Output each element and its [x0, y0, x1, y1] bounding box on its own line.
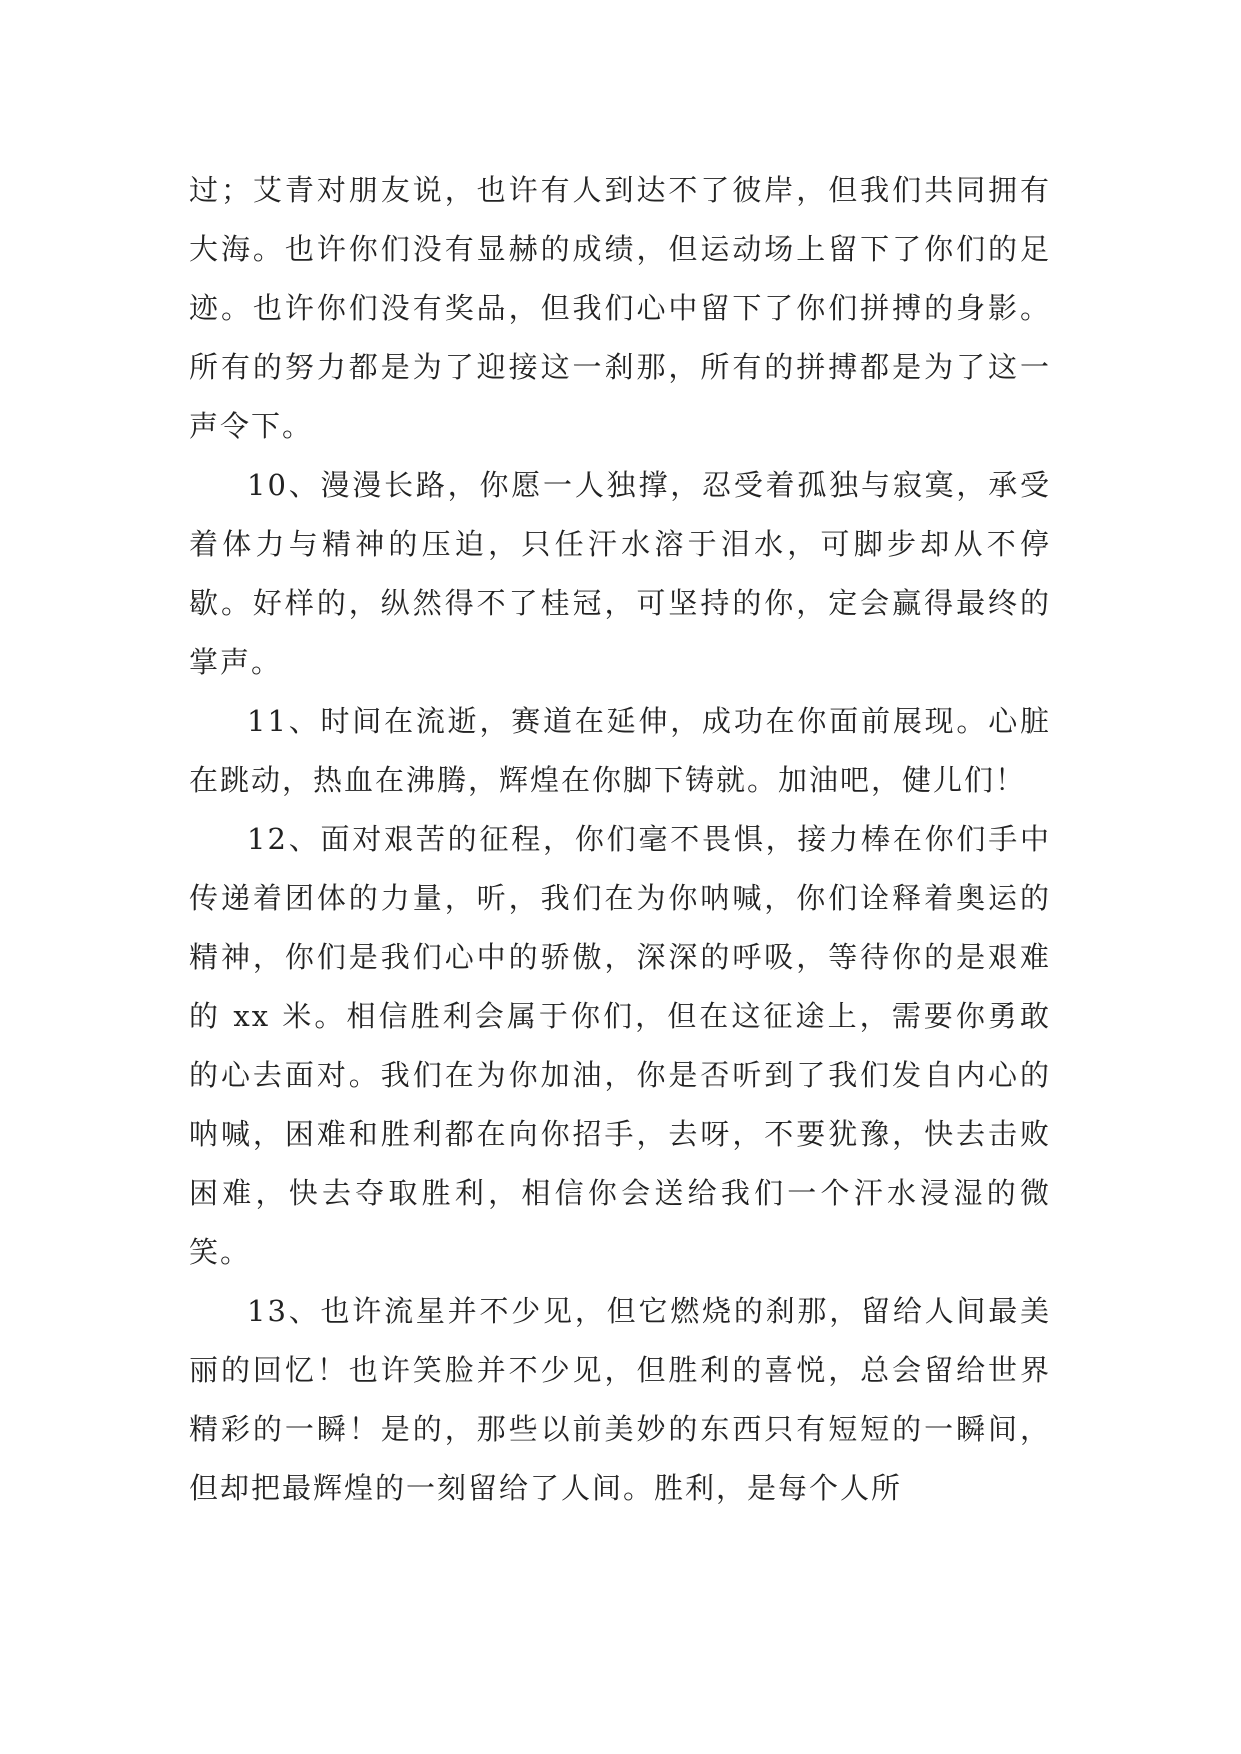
paragraph-11: 11、时间在流逝，赛道在延伸，成功在你面前展现。心脏在跳动，热血在沸腾，辉煌在你脚下铸就。加油吧，健儿们！ [189, 704, 1051, 797]
paragraph-13: 13、也许流星并不少见，但它燃烧的刹那，留给人间最美丽的回忆！也许笑脸并不少见，但胜利的喜悦，总会留给世界精彩的一瞬！是的，那些以前美妙的东西只有短短的一瞬间，但却把最辉煌的一刻留给了人间。胜利，是每个人所 [189, 1294, 1051, 1505]
paragraph-10: 10、漫漫长路，你愿一人独撑，忍受着孤独与寂寞，承受着体力与精神的压迫，只任汗水溶于泪水，可脚步却从不停歇。好样的，纵然得不了桂冠，可坚持的你，定会赢得最终的掌声。 [189, 468, 1051, 679]
document-body [189, 161, 1051, 1518]
paragraph-12: 12、面对艰苦的征程，你们毫不畏惧，接力棒在你们手中传递着团体的力量，听，我们在为你呐喊，你们诠释着奥运的精神，你们是我们心中的骄傲，深深的呼吸，等待你的是艰难的 xx 米。相信胜利会属于你们，但在这征途上，需要你勇敢的心去面对。我们在为你加油，你是否听到了我们发自内心的呐喊，困难和胜利都在向你招手，去呀，不要犹豫，快去击败困难，快去夺取胜利，相信你会送给我们一个汗水浸湿的微笑。 [189, 822, 1051, 1269]
paragraph-continuation: 过；艾青对朋友说，也许有人到达不了彼岸，但我们共同拥有大海。也许你们没有显赫的成绩，但运动场上留下了你们的足迹。也许你们没有奖品，但我们心中留下了你们拼搏的身影。所有的努力都是为了迎接这一刹那，所有的拼搏都是为了这一声令下。 [189, 173, 1051, 443]
